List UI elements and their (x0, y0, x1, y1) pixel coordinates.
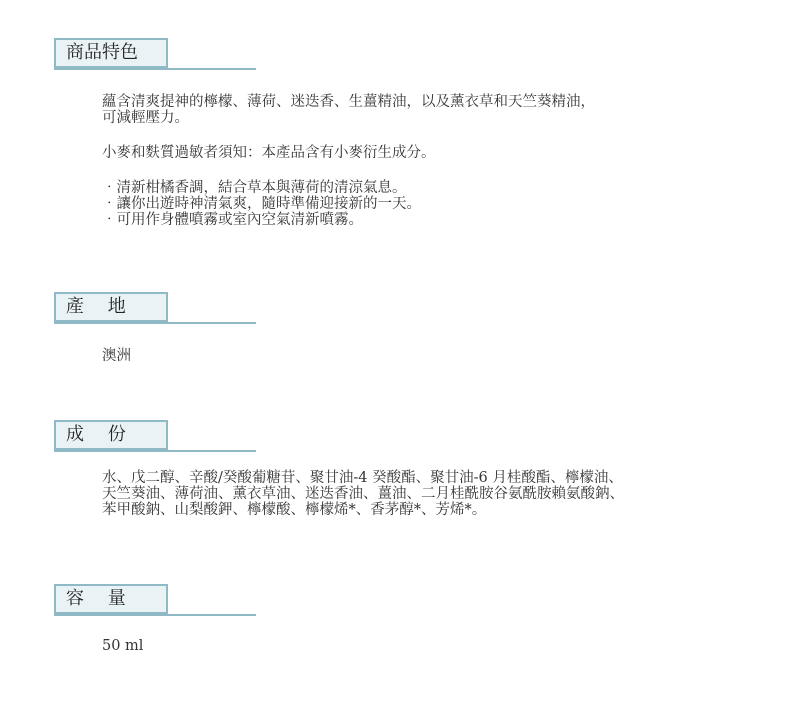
ingredients-section (54, 420, 754, 518)
origin-section (54, 292, 754, 364)
features-header (54, 38, 754, 70)
origin-value: 澳洲 (102, 348, 131, 364)
features-underline (54, 68, 256, 70)
features-body (102, 94, 754, 228)
features-section (54, 38, 754, 228)
features-title: 商品特色 (54, 38, 168, 68)
origin-body (102, 348, 754, 364)
ingredients-value: 水、戊二醇、辛酸/癸酸葡糖苷、聚甘油-4 癸酸酯、聚甘油-6 月桂酸酯、檸檬油、 天竺葵油、薄荷油、薰衣草油、迷迭香油、薑油、二月桂酰胺谷氨酰胺賴氨酸鈉、 苯甲酸鈉、山梨酸鉀、檸檬酸、檸檬烯*、香茅醇*、芳烯*。 (102, 470, 624, 518)
volume-section (54, 584, 754, 654)
bullet-item: ‧清新柑橘香調，結合草本與薄荷的清涼氣息。 (102, 180, 407, 196)
volume-body (102, 638, 754, 654)
origin-underline (54, 322, 256, 324)
ingredients-underline (54, 450, 256, 452)
volume-underline (54, 614, 256, 616)
origin-title: 產 地 (54, 292, 168, 322)
allergy-notice: 小麥和麩質過敏者須知：本產品含有小麥衍生成分。 (102, 145, 436, 161)
volume-header (54, 584, 754, 616)
features-bullet-list (102, 180, 754, 228)
volume-value: 50 ml (102, 638, 144, 654)
ingredients-body (102, 470, 754, 518)
origin-header (54, 292, 754, 324)
features-description: 蘊含清爽提神的檸檬、薄荷、迷迭香、生薑精油，以及薰衣草和天竺葵精油， 可減輕壓力。 (102, 94, 595, 126)
bullet-item: ‧可用作身體噴霧或室內空氣清新噴霧。 (102, 212, 363, 228)
ingredients-title: 成 份 (54, 420, 168, 450)
bullet-item: ‧讓你出遊時神清氣爽，隨時準備迎接新的一天。 (102, 196, 421, 212)
volume-title: 容 量 (54, 584, 168, 614)
ingredients-header (54, 420, 754, 452)
